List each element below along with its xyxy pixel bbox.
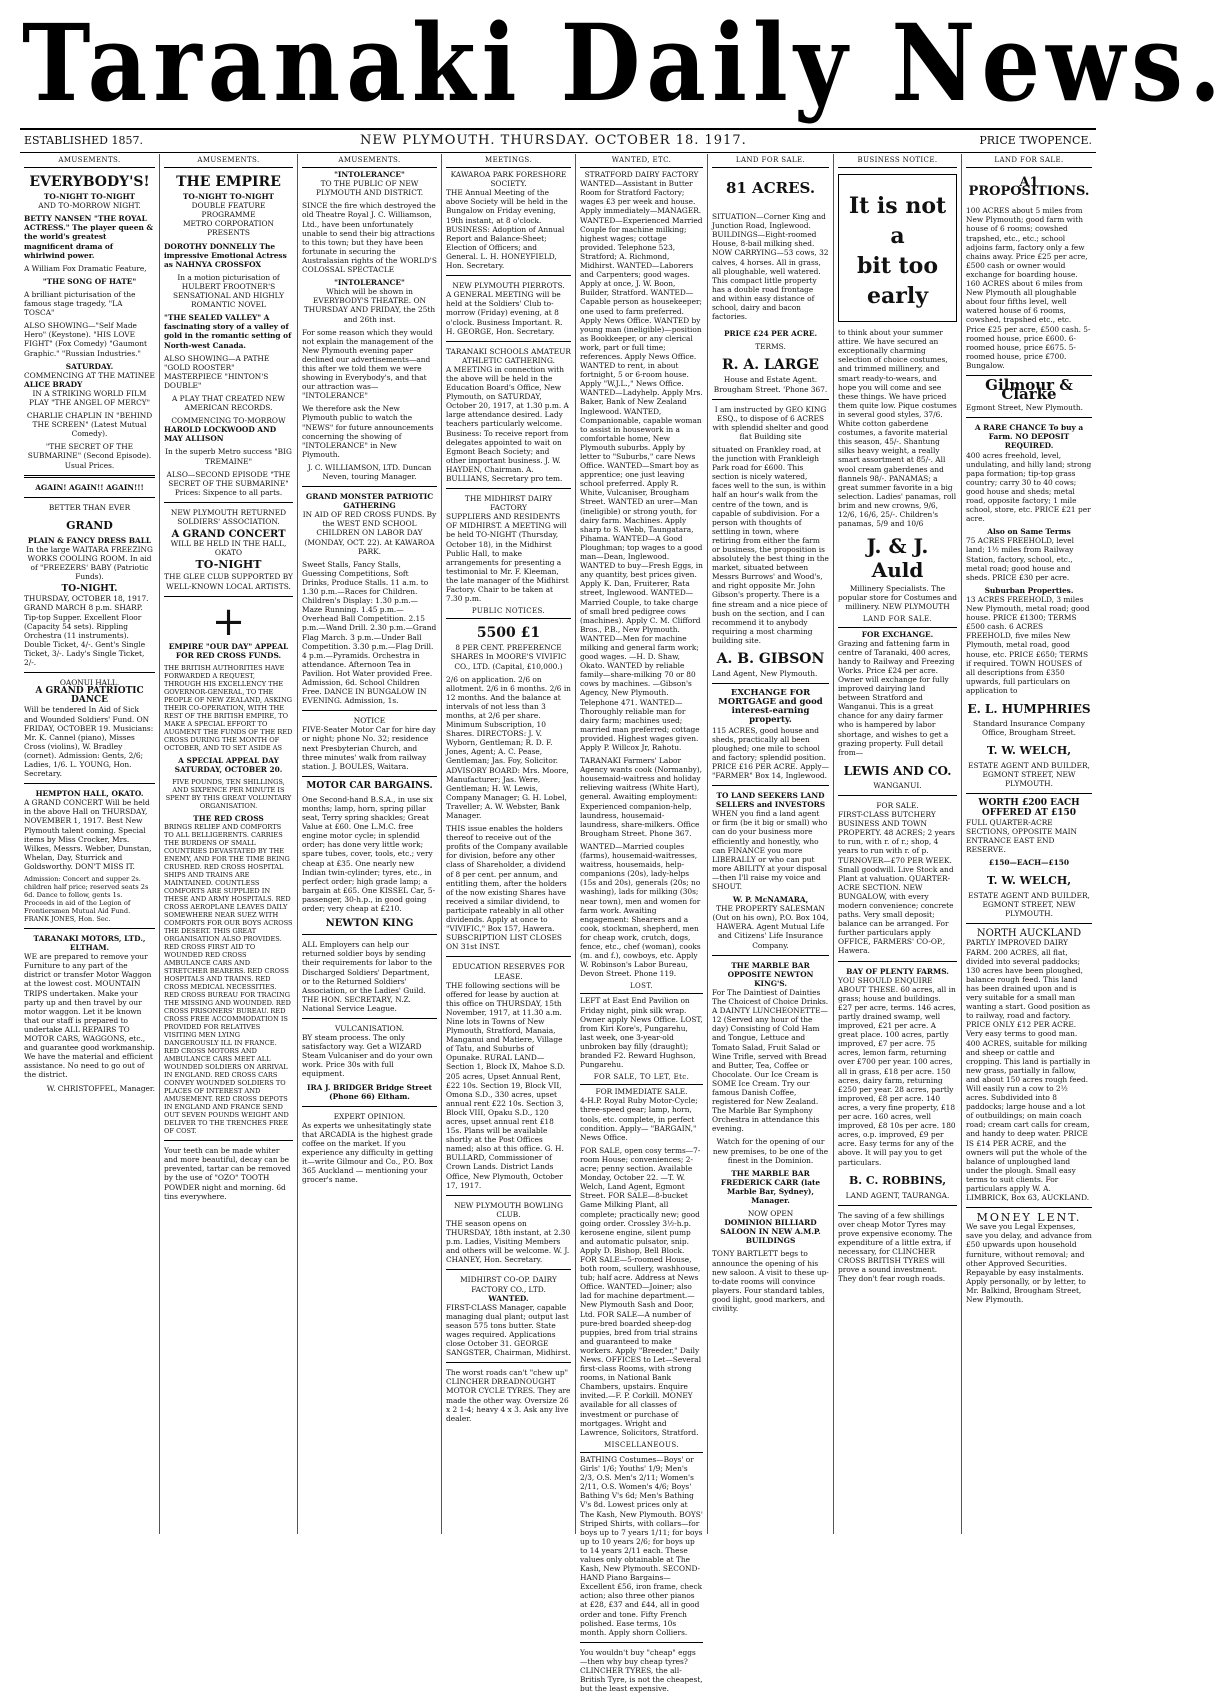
vulcanisation-heading: VULCANISATION. xyxy=(334,1023,405,1033)
stratford-heading: STRATFORD DAIRY FACTORY xyxy=(584,170,699,180)
ball-heading: PLAIN & FANCY DRESS BALL xyxy=(27,535,152,545)
gilmour-text: Egmont Street, New Plymouth. xyxy=(966,403,1083,413)
tyres-ad: The saving of a few shillings over cheap Motor Tyres may prove expensive economy. The expenditure of a little extra, if necessary, for CLINCHER CROSS BRITISH TYRES will prove a sound investment. They don't fear rough roads. xyxy=(838,1210,953,1284)
bowling-heading: NEW PLYMOUTH BOWLING CLUB. xyxy=(453,1200,564,1219)
worth-200: WORTH £200 EACH OFFERED AT £150 xyxy=(978,798,1080,818)
second-episode: ALSO—SECOND EPISODE "THE SECRET OF THE SUBMARINE" Prices: Sixpence to all parts. xyxy=(166,469,291,497)
money-text: We save you Legal Expenses, save you delay, and advance from £50 upwards upon household furniture, without removal; and other Approved Securities. Repayable by easy instalments. Apply personally, or by letter, to Mr. Balkind, Brougham Street, New Plymouth. xyxy=(966,1222,1092,1305)
motion-text: In a motion picturisation of HULBERT FROOTNER'S SENSATIONAL AND HIGHLY ROMANTIC NOVEL xyxy=(173,272,284,310)
bowling-text: THE season opens on THURSDAY, 18th instant, at 2.30 p.m. Ladies, Visiting Members and others will be welcome. W. J. CHANEY, Hon. Secretary. xyxy=(446,1218,571,1265)
our-day-appeal: EMPIRE "OUR DAY" APPEAL FOR RED CROSS FUNDS. xyxy=(168,641,289,660)
tomorrow-text: AND TO-MORROW NIGHT. xyxy=(38,201,141,211)
expert-text: As experts we unhesitatingly state that ARCADIA is the highest grade coffee on the market. If you experience any difficulty in getting it—write Gilmour and Co., P.O. Box 365 Auckland — mentioning your grocer's name. xyxy=(302,1120,434,1185)
patriotic-dance: A GRAND PATRIOTIC DANCE xyxy=(35,686,144,706)
notice-heading: NOTICE xyxy=(353,716,386,726)
wanted-text: FIRST-CLASS Manager, capable managing dual plant; output last season 575 tons butter. State wages required. Applications close October 31. GEORGE SANGSTER, Chairman, Midhirst. xyxy=(446,1302,571,1358)
section-heading: LAND FOR SALE. xyxy=(966,156,1092,168)
fox-feature: A William Fox Dramatic Feature, xyxy=(24,263,147,273)
schools-text: A MEETING in connection with the above will be held in the Education Board's Office, New Plymouth, on SATURDAY, October 20, 1917, at 1.30 p.m. A large attendance desired. Lady teachers particularly welcome. Business: To receive report from delegates appointed to wait on Egmont Beach Society; and other important business. J. W. HAYDEN, Chairman. A. BULLIANS, Secretary pro tem. xyxy=(446,364,569,483)
glee-club: THE GLEE CLUB SUPPORTED BY WELL-KNOWN LOCAL ARTISTS. xyxy=(164,572,293,591)
midhirst-text: SUPPLIERS AND RESIDENTS OF MIDHIRST. A MEETING will be held TO-NIGHT (Thursday, October 18), in the Midhirst Public Hall, to make arrangements for presenting a testimonial to Mr. F. Kleeman, the late manager of the Midhirst Factory. Chair to be taken at 7.30 p.m. xyxy=(446,512,569,604)
submarine-ad: "THE SECRET OF THE SUBMARINE" (Second Episode). Usual Prices. xyxy=(27,442,152,470)
rsa-heading: NEW PLYMOUTH RETURNED SOLDIERS' ASSOCIATION. xyxy=(170,507,287,526)
same-terms: Also on Same Terms xyxy=(987,527,1071,537)
watch-text: Watch for the opening of our new premises, to be one of the finest in the Dominion. xyxy=(712,1137,829,1165)
land-for-sale-heading: LAND FOR SALE. xyxy=(838,615,957,627)
column-3 xyxy=(298,154,442,1534)
double-feature: DOUBLE FEATURE PROGRAMME xyxy=(191,201,266,220)
section-heading: WANTED, ETC. xyxy=(580,156,703,168)
column-1 xyxy=(20,154,160,1534)
empire-heading: THE EMPIRE xyxy=(176,174,281,191)
large-text: House and Estate Agent. Brougham Street. 'Phone 367. xyxy=(713,375,828,394)
terms-text: TERMS. xyxy=(755,342,786,352)
play-text: A PLAY THAT CREATED NEW AMERICAN RECORDS. xyxy=(171,393,286,413)
intolerance-heading: "INTOLERANCE" xyxy=(334,170,405,180)
pierrots-heading: NEW PLYMOUTH PIERROTS. xyxy=(452,281,565,291)
grand-concert: A GRAND CONCERT xyxy=(171,529,286,541)
established-text: ESTABLISHED 1857. xyxy=(24,134,143,147)
bargains-text: One Second-hand B.S.A., in use six months; lamp, horn, spring pillar seat, Terry spring shackles; Great Value at £60. One L.M.C. free engine motor cycle; in splendid order; has done very little work; spare tubes, cover, tools, etc.; very cheap at £35. One nearly new Indian twin-cylinder; tyres, etc., in perfect order; high grade lamp; a bargain at £65. One KISSEL Car, 5-passenger, 30-h.p., in good going order; very cheap at £210. xyxy=(302,794,436,914)
dance-details: Will be tendered In Aid of Sick and Wounded Soldiers' Fund. ON FRIDAY, OCTOBER 19. Musicians: Mr. K. Cannel (piano), Misses Cross (violins), W. Bradley (cornet). Admission: Gents, 2/6; Ladies, 1/6. L. YOUNG, Hon. Secretary. xyxy=(24,705,154,779)
sealed-valley: "THE SEALED VALLEY" A fascinating story of a valley of gold in the romantic setting of North-west Canada. xyxy=(164,313,292,350)
bc-robbins: B. C. ROBBINS, xyxy=(848,1173,947,1187)
a1-propositions: A1 PROPOSITIONS. xyxy=(968,175,1090,200)
betty-nansen-ad: BETTY NANSEN "THE ROYAL ACTRESS." The player queen & the world's greatest magnificent drama of whirlwind power. xyxy=(24,214,154,260)
section-heading: MEETINGS. xyxy=(446,156,571,168)
waitara-text: In the large WAITARA FREEZING WORKS COOLING ROOM. In aid of "FREEZERS' BABY (Patriotic Funds). xyxy=(26,544,153,582)
shares-text: 2/6 on application. 2/6 on allotment. 2/6 in 6 months. 2/6 in 12 months. And the balance at intervals of not less than 3 months, at 2/6 per share. Minimum Subscription, 10 Shares. DIRECTORS: J. V. Wyborn, Gentleman; R. D. F. Jones, Agent; A. C. Pease, Gentleman; Jas. Foy, Solicitor. ADVISORY BOARD: Mrs. Moore, Manufacturer; Jas. Were, Gentleman; H. W. Lewis, Company Manager; G. H. Lobel, Traveller; A. W. Webster, Bank Manager. xyxy=(446,674,571,820)
marble-bar: THE MARBLE BAR OPPOSITE NEWTON KING'S. xyxy=(727,960,814,988)
mcnamara-text: THE PROPERTY SALESMAN (Out on his own), P.O. Box 104, HAWERA. Agent Mutual Life and Citizens' Life Insurance Company. xyxy=(712,904,829,950)
midhirst-coop: MIDHIRST CO-OP. DAIRY FACTORY CO., LTD. xyxy=(460,1275,557,1294)
worth-text: FULL QUARTER-ACRE SECTIONS, OPPOSITE MAIN ENTRANCE EAST END RESERVE. xyxy=(966,817,1077,854)
education-text: THE following sections will be offered for lease by auction at this office on THURSDAY, 15th November, 1917, at 11.30 a.m. Nine lots in Towns of New Plymouth, Stratford, Manaia, Manganui and Matiere, Village of Tatu, and Suburbs of Opunake. RURAL LAND—Section 1, Block IX, Mahoe S.D. 205 acres, Upset Annual Rent, £22 10s. Section 19, Block VII, Omona S.D., 330 acres, upset annual rent £22 10s. Section 3, Block VIII, Opaku S.D., 120 acres, upset annual rent £18 15s. Plans will be available shortly at the Post Offices named; also at this office. G. H. BULLARD, Commissioner of Crown Lands. District Lands Office, New Plymouth, October 17, 1917. xyxy=(446,980,566,1190)
vulcanisation-text: BY steam process. The only satisfactory way. Get a WIZARD Steam Vulcaniser and do your own work. Price 30s with full equipment. xyxy=(302,1033,433,1079)
ra-large: R. A. LARGE xyxy=(722,357,819,374)
metro-presents: METRO CORPORATION PRESENTS xyxy=(182,219,275,238)
held-text: WILL BE HELD IN THE HALL, OKATO xyxy=(170,539,287,558)
section-heading: AMUSEMENTS. xyxy=(302,156,437,168)
five-pounds-text: FIVE POUNDS, TEN SHILLINGS, AND SIXPENCE PER MINUTE IS SPENT BY THIS GREAT VOLUNTARY ORGANISATION. xyxy=(165,778,292,811)
williamson-signature: J. C. WILLIAMSON, LTD. Duncan Neven, touring Manager. xyxy=(307,462,432,481)
since-text: SINCE the fire which destroyed the old Theatre Royal J. C. Williamson, Ltd., have been unfortunately unable to send their big attractions to this town; but they have been fortunate in securing the Australasian rights of the WORLD'S COLOSSAL SPECTACLE xyxy=(302,201,437,275)
humphries-text: Standard Insurance Company Office, Brougham Street. xyxy=(973,718,1085,738)
public-heading: TO THE PUBLIC OF NEW PLYMOUTH AND DISTRICT. xyxy=(315,179,424,198)
education-heading: EDUCATION RESERVES FOR LEASE. xyxy=(452,962,565,981)
also-showing: ALSO SHOWING—A PATHE "GOLD ROOSTER" MASTERPIECE "HINTON'S DOUBLE" xyxy=(164,353,270,390)
ozo-tooth-powder: Your teeth can be made whiter and more beautiful, decay can be prevented, tartar can be removed by the use of "OZO" TOOTH POWDER night and morning. 6d tins everywhere. xyxy=(164,1146,291,1201)
marble-bar-2: THE MARBLE BAR FREDERICK CARR (late Marble Bar, Sydney), Manager. xyxy=(720,1168,821,1205)
exchange-text: 115 ACRES, good house and sheds, practically all been ploughed; one mile to school and factory; splendid position. PRICE £16 PER ACRE. Apply— "FARMER" Box 14, Inglewood. xyxy=(712,725,829,780)
british-request: THE BRITISH AUTHORITIES HAVE FORWARDED A REQUEST, THROUGH HIS EXCELLENCY THE GOVERNOR-GENERAL, TO THE PEOPLE OF NEW ZEALAND, ASKING THEIR CO-OPERATION, WITH THE REST OF THE BRITISH EMPIRE, TO MAKE A SPECIAL EFFORT TO AUGMENT THE FUNDS OF THE RED CROSS DURING THE MONTH OF OCTOBER, AND TO SET ASIDE AS xyxy=(164,663,293,752)
column-7 xyxy=(834,154,962,1534)
tonight-text: TO-NIGHT TO-NIGHT xyxy=(43,192,136,202)
suburban-heading: Suburban Properties. xyxy=(984,585,1074,595)
commencing-tomorrow: COMMENCING TO-MORROW xyxy=(171,416,286,426)
sale-ads: FOR SALE, open cosy terms—7-room House; conveniences; 2-acre; penny section. Available Monday, October 22. —T. W. Welch, Land Agent, Egmont Street. FOR SALE—8-bucket Game Milking Plant, all complete; practically new; good going order. Crossley 3½-h.p. kerosene engine, silent pump and automatic pulsator, snip. Apply D. Bishop, Bell Block. FOR SALE—5-roomed House, both room, scullery, washhouse, tub; half acre. Address at News Office. WANTED—Joiner; also lad for machine department.—New Plymouth Sash and Door, Ltd. FOR SALE—A number of pure-bred boarded sheep-dog puppies, bred from trial strains and guaranteed to make workers. Apply "Breeder," Daily News. OFFICES to Let—Several first-class Rooms, with strong rooms, in National Bank Chambers, upstairs. Enquire invited.—F. P. Corkill. MONEY available for all classes of investment or purchase of mortgages. Wright and Lawrence, Solicitors, Stratford. xyxy=(580,1145,702,1437)
tw-welch: T. W. WELCH, xyxy=(986,744,1072,758)
dorothy-donnelly: DOROTHY DONNELLY The impressive Emotional Actress as NAHNYA CROSSFOX xyxy=(164,241,287,269)
king-text: situated on Frankley road, at the junction with Frankleigh Park road for £600. This section is nicely watered, faces well to the sun, is within half an hour's walk from the centre of the town, and is capable of subdivision. For a person with thoughts of settling in town, where retiring from either the farm or business, the proposition is absolutely the best thing in the market, situated between Messrs Burrows' and Wood's, and right opposite Mr. John Gibson's property. There is a fine stream and a nice piece of bush on the section, and I can recommend it to anybody requiring a most charming building site. xyxy=(712,444,829,645)
land-seekers: TO LAND SEEKERS LAND SELLERS and INVESTORS xyxy=(715,791,826,810)
five-seater-ad: FIVE-Seater Motor Car for hire day or night; phone No. 32; residence next Presbyterian Church, and three minutes' walk from railway station. J. BOULES, Waitara. xyxy=(302,725,436,771)
angel-of-mercy: IN A STRIKING WORLD FILM PLAY "THE ANGEL OF MERCY" xyxy=(28,388,151,407)
big-tremaine: In the superb Metro success "BIG TREMAINE" xyxy=(165,447,292,466)
kawaroa-text: THE Annual Meeting of the above Society will be held in the Bungalow on Friday evening, 19th instant, at 8 o'clock. BUSINESS: Adoption of Annual Report and Balance-Sheet; Election of Officers; and General. L. H. HONEYFIELD, Hon. Secretary. xyxy=(446,188,568,271)
bay-of-plenty: BAY OF PLENTY FARMS. xyxy=(846,966,949,976)
public-notices-heading: PUBLIC NOTICES. xyxy=(446,607,571,619)
tonight-heading: TO-NIGHT xyxy=(195,558,262,572)
column-8 xyxy=(962,154,1096,1534)
for-sale-heading: FOR SALE, TO LET, Etc. xyxy=(580,1073,703,1085)
schools-heading: TARANAKI SCHOOLS AMATEUR ATHLETIC GATHERING. xyxy=(446,346,571,365)
immediate-text: 4-H.P. Royal Ruby Motor-Cycle; three-speed gear; lamp, horn, tools, etc. complete, in perfect condition. Apply— "BARGAIN," News Office. xyxy=(580,1096,698,1142)
wanted-heading: WANTED. xyxy=(488,1293,529,1303)
butchery-text: FIRST-CLASS BUTCHERY BUSINESS AND TOWN PROPERTY. 48 ACRES; 2 years to run, with r. of r.; shop, 4 years to run with r. of p. TURNOVER—£70 PER WEEK. Small goodwill. Live Stock and Plant at valuation. QUARTER-ACRE SECTION. NEW BUNGALOW, with every modern convenience; concrete paths. Very small deposit; balance can be arranged. For further particulars apply OFFICE, FARMERS' CO-OP., Hawera. xyxy=(838,810,955,956)
geo-king: I am instructed by GEO KING ESQ., to dispose of 6 ACRES with splendid shelter and good flat Building site xyxy=(712,404,829,441)
lost-heading: LOST. xyxy=(580,982,703,994)
for-exchange: FOR EXCHANGE. xyxy=(861,629,934,639)
gathering-programme: Sweet Stalls, Fancy Stalls, Guessing Competitions, Soft Drinks, Produce Stalls. 11 a.m. to 1.30 p.m.—Races for Children. Children's Display: 1.30 p.m.—Maze Running. 1.45 p.m.—Overhead Ball Competition. 2.15 p.m.—Wand Drill. 2.30 p.m.—Grand Flag March. 3 p.m.—Under Ball Competition. 3.30 p.m.—Flag Drill. 4 p.m.—Pyramids. Orchestra in attendance. Afternoon Tea in Pavilion. Hot Water provided Free. Admission, 6d. School Children Free. DANCE IN BUNGALOW IN EVENING. Admission, 1s. xyxy=(302,559,437,706)
misc-heading: MISCELLANEOUS. xyxy=(580,1441,703,1453)
lewis-and-co: LEWIS AND CO. xyxy=(843,763,952,778)
ab-gibson: A. B. GIBSON xyxy=(716,651,825,668)
price-text: PRICE TWOPENCE. xyxy=(979,134,1092,147)
dateline xyxy=(20,128,1096,153)
place-date: NEW PLYMOUTH. THURSDAY. OCTOBER 18. 1917. xyxy=(360,133,747,148)
red-cross-text: BRINGS RELIEF AND COMFORTS TO ALL BELLIGERENTS. CARRIES THE BURDENS OF SMALL COUNTRIES DEVASTATED BY THE ENEMY, AND FOR THE TIME BEING CRUSHED. RED CROSS HOSPITAL SHIPS AND TRAINS ARE MAINTAINED. COUNTLESS COMFORTS ARE SUPPLIED IN THESE AND ARMY HOSPITALS. RED CROSS AEROPLANE LEAVES DAILY SOMEWHERE NEAR SUEZ WITH COMFORTS FOR OUR BOYS ACROSS THE DESERT. THIS GREAT ORGANISATION ALSO PROVIDES. RED CROSS FIRST AID TO WOUNDED RED CROSS AMBULANCE CARS AND STRETCHER BEARERS. RED CROSS HOSPITALS AND TRAINS. RED CROSS MEDICAL NECESSITIES. RED CROSS BUREAU FOR TRACING THE MISSING AND WOUNDED. RED CROSS PRISONERS' BUREAU. RED CROSS FREE ACCOMMODATION IS PROVIDED FOR RELATIVES VISITING MEN LYING DANGEROUSLY ILL IN FRANCE. RED CROSS MOTORS AND AMBULANCE CARS MEET ALL WOUNDED SOLDIERS ON ARRIVAL IN ENGLAND. RED CROSS CARS CONVEY WOUNDED SOLDIERS TO PLACES OF INTEREST AND AMUSEMENT. RED CROSS DEPOTS IN ENGLAND AND FRANCE SEND OUT SEVEN POUNDS WEIGHT AND DELIVER TO THE TRENCHES FREE OF COST. xyxy=(164,823,293,1136)
shares-headline: 5500 £1 xyxy=(476,625,541,642)
column-2 xyxy=(160,154,298,1534)
gathering-aid: IN AID OF RED CROSS FUNDS. By the WEST END SCHOOL CHILDREN ON LABOR DAY (MONDAY, OCT. 22). At KAWAROA PARK. xyxy=(302,510,437,556)
hempton-hall: HEMPTON HALL, OKATO. xyxy=(35,789,144,799)
married-couples: WANTED—Married couples (farms), housemaid-waitresses, waitress, housemaids, help-companions (20s), lady-helps (15s and 20s), generals (20s; no washing), lads for milking (30s; near town), men and women for farm work. Awaiting engagement: Shearers and a cook, stockman, shepherd, men for cheap work, crutch, dogs, fence, etc., chef (woman), cooks (m. and f.), cowboys, etc. Apply W. Robinson's Labor Bureau, Devon Street. Phone 119. xyxy=(580,841,701,979)
section-heading: AMUSEMENTS. xyxy=(164,156,293,168)
masthead xyxy=(0,0,1227,126)
concert-admission: Admission: Concert and supper 2s. children half price; reserved seats 2s 6d. Dance to follow, gents 1s. Proceeds in aid of the Legion of Frontiersmen Mutual Aid Fund. FRANK JONES, Hon. Sec. xyxy=(24,875,149,923)
newspaper-title: Taranaki Daily News. xyxy=(22,0,1227,126)
acres-81-heading: 81 ACRES. xyxy=(725,179,816,198)
each-150: £150—EACH—£150 xyxy=(988,858,1070,867)
tony-bartlett: TONY BARTLETT begs to announce the opening of his new saloon. A visit to these up-to-date rooms will convince players. Four standard tables, good light, good markers, and civility. xyxy=(712,1249,829,1314)
expert-heading: EXPERT OPINION. xyxy=(333,1111,406,1121)
taranaki-motors: TARANAKI MOTORS, LTD., ELTHAM. xyxy=(33,934,146,953)
for-sale: FOR SALE. xyxy=(876,800,919,810)
not-too-early-2: bit too early xyxy=(856,253,939,310)
section-heading: AMUSEMENTS. xyxy=(24,156,155,168)
intolerance-heading-2: "INTOLERANCE" xyxy=(334,278,405,288)
motors-signature: W. CHRISTOFFEL, Manager. xyxy=(46,1083,155,1093)
mcnamara: W. P. McNAMARA, xyxy=(732,895,809,905)
labor-agency: TARANAKI Farmers' Labor Agency wants cook (Normanby), housemaid-waitress and holiday relieving waitress (White Hart), general. Awaiting employment: Experienced companion-help, laundress, housemaid-laundress, share-milkers. Office Brougham Street. Phone 367. xyxy=(580,756,702,838)
not-too-early-1: It is not a xyxy=(848,193,947,250)
column-4 xyxy=(442,154,576,1534)
marble-text: For The Daintiest of Dainties The Choicest of Choice Drinks. A DAINTY LUNCHEONETTE—12 (Served any hour of the day) Consisting of Cold Ham and Tongue, Lettuce and Tomato Salad, Fruit Salad or Wine Trifle, served with Bread and Butter, Tea, Coffee or Chocolate. Our Ice Cream is SOME Ice Cream. Try our famous Danish Coffee, registered for New Zealand. The Marble Bar Symphony Orchestra in attendance this evening. xyxy=(712,987,829,1134)
auld-text: Millinery Specialists. The popular store for Costumes and millinery. NEW PLYMOUTH xyxy=(838,584,957,612)
chaplin-ad: CHARLIE CHAPLIN IN "BEHIND THE SCREEN" (Latest Mutual Comedy). xyxy=(26,411,153,439)
lost-text: LEFT at East End Pavilion on Friday night, pink silk wrap. Owner apply News Office. LOST, from Kiri Kore's, Pungarehu, last week, one 3-year-old unbroken bay filly (draught); branded F2. Reward Hughson, Pungarehu. xyxy=(580,996,703,1070)
better-text: BETTER THAN EVER xyxy=(48,502,131,512)
rare-text: 400 acres freehold, level, undulating, and hilly land; strong papa formation; tip-top grass country; carry 30 to 40 cows; good house and sheds; metal road, opposite factory; 1 mile school, store, etc. PRICE £21 per acre. xyxy=(966,450,1092,524)
columns xyxy=(20,154,1096,1693)
wanted-ads: WANTED—Assistant in Butter Room for Stratford Factory; wages £3 per week and house. Apply immediately—MANAGER. WANTED—Experienced Married Couple for machine milking; highest wages; cottage provided. Telephone 523, Stratford; A. Richmond, Midhirst. WANTED—Laborers and Carpenters; good wages. Apply at once, J. W. Boon, Builder, Stratford. WANTED—Capable person as housekeeper; one used to farm preferred. Apply News Office. WANTED by young man (ineligible)—position as Bookkeeper, or any clerical work, part or full time; references. Apply News Office. WANTED to rent, in about fortnight, 5 or 6-room house. Apply "W.J.L.," News Office. WANTED—Ladyhelp. Apply Mrs. Baker, Bank of New Zealand Inglewood. WANTED, Companionable, capable woman to assist in housework in a comfortable home, New Plymouth suburbs. Apply by letter to "Suburbs," care News Office. WANTED—Smart boy as apprentice; one just leaving school preferred. Apply R. White, Vulcaniser, Brougham Street. WANTED an urer—Man (ineligible) or strong youth, for dairy farm. Machines. Apply sharp to S. Webb, Taungatara, Pihama. WANTED—A Good Ploughman; top wages to a good man—Dean, Inglewood. WANTED to buy—Fresh Eggs, in any quantity, best prices given. Apply K. Dan, Fruiterer, Rata street, Inglewood. WANTED—Married Couple, to take charge of small bred pedigree cows (machines). Apply C. M. Clifford Bros., P.B., New Plymouth. WANTED—Men for machine milking and general farm work; good wages. —H. D. Shaw, Okato. WANTED by reliable family—share-milking 70 or 80 cows by machines. —Gibson's Agency, New Plymouth. Telephone 471. WANTED—Thoroughly reliable man for dairy farm; machines used; married man preferred; cottage provided. Highest wages given. Apply P. Willcox Jr, Rahotu. xyxy=(580,179,703,752)
el-humphries: E. L. HUMPHRIES xyxy=(967,701,1091,716)
tonight-text: TO-NIGHT TO-NIGHT xyxy=(182,192,275,202)
kawaroa-heading: KAWAROA PARK FORESHORE SOCIETY. xyxy=(450,170,567,189)
bay-text: YOU SHOULD ENQUIRE ABOUT THESE. 60 acres, all in grass; house and buildings. £27 per acre, terms. 146 acres, partly drained swamp, well improved, £21 per acre. A great place. 100 acres, partly improved, £7 per acre. 75 acres, lemon farm, returning over £700 per year. 100 acres, all in grass, £18 per acre. 150 acres, dairy farm, returning £250 per year. 28 acres, partly improved, £8 per acre. 140 acres, a very fine property, £18 per acre. 160 acres, well improved, £8 10s per acre. 180 acres, o.p. improved, £9 per acre. Easy terms for any of the above. It will pay you to get particulars. xyxy=(838,975,957,1167)
newton-king: NEWTON KING xyxy=(325,918,414,930)
saturday-text: SATURDAY. xyxy=(65,361,114,371)
exchange-heading: EXCHANGE FOR MORTGAGE and good interest-earning property. xyxy=(718,688,823,726)
pierrots-text: A GENERAL MEETING will be held at the Soldiers' Club to-morrow (Friday) evening, at 8 o'clock. Business Important. R. H. GEORGE, Hon. Secretary. xyxy=(446,290,563,336)
grand-heading: GRAND xyxy=(66,518,113,532)
seekers-text: WHEN you find a land agent or firm (be it big or small) who can do your business more efficiently and honestly, who can FINANCE you more LIBERALLY or who can put more ABILITY at your disposal—then I'll raise my voice and SHOUT. xyxy=(712,809,828,891)
gilmour-clarke: Gilmour & Clarke xyxy=(985,375,1073,404)
welch-2-text: ESTATE AGENT AND BUILDER, EGMONT STREET, NEW PLYMOUTH. xyxy=(968,891,1090,919)
special-appeal-day: A SPECIAL APPEAL DAY SATURDAY, OCTOBER 20. xyxy=(174,755,283,774)
tonight-heading: TO-NIGHT. xyxy=(61,584,118,595)
cheap-tyres-ad: You wouldn't buy "cheap" eggs—then why buy cheap tyres? CLINCHER TYRES, the all-British Tyre, is not the cheapest, but the least expensive. xyxy=(580,1647,703,1693)
rare-chance: A RARE CHANCE To buy a Farm. NO DEPOSIT REQUIRED. xyxy=(974,423,1084,451)
issue-text: THIS issue enables the holders thereof to receive out of the profits of the Company available for division, before any other class of Shareholder, a dividend of 8 per cent. per annum, and entitling them, after the holders of the now existing Shares have received a similar dividend, to participate rateably in all other dividends. Apply at once to "VIVIFIC," Box 157, Hawera. SUBSCRIPTION LIST CLOSES ON 31st INST. xyxy=(446,824,568,952)
not-too-early-box xyxy=(838,174,957,322)
misc-text: BATHING Costumes—Boys' or Girls' 1/6; Youths' 1/9; Men's 2/3, O.S. Men's 2/11; Women's 2/11, O.S. Women's 4/6; Boys' Bathing V's 6d; Men's Bathing V's 8d. Lowest prices only at The Kash, New Plymouth. BOYS' Striped Shirts, with collars—for boys up to 7 years 1/11; for boys up to 10 years 2/6; for boys up to 14 years 2/11 each. These values only obtainable at The Kash, New Plymouth. SECOND-HAND Piano Bargains—Excellent £56, iron frame, check action; also three other pianos at £28, £37 and £44, all in good order and tone. Fifty French polished. Ease terms, 10s month. Apply shorn Colliers. xyxy=(580,1454,703,1637)
wanganui: WANGANUI. xyxy=(873,780,922,790)
suburban-text: 13 ACRES FREEHOLD, 3 miles New Plymouth, metal road; good house. PRICE £1300; TERMS £500 cash. 6 ACRES FREEHOLD, five miles New Plymouth, metal road, good house, etc. PRICE £650; TERMS if required. TOWN HOUSES of all descriptions from £350 upwards, full particulars on application to xyxy=(966,594,1090,695)
hempton-concert: A GRAND CONCERT Will be held in the above Hall on THURSDAY, NOVEMBER 1, 1917. Best New Plymouth talent coming. Special items by Miss Crocker, Mrs. Wilkes, Messrs. Webber, Dunstan, Whelan, Day, Sturrick and Goldsworthy. DON'T MISS IT. xyxy=(24,798,152,871)
exchange-text: Grazing and fattening farm in centre of Taranaki, 400 acres, handy to Railway and Freezing Works. Price £24 per acre. Owner will exchange for fully improved dairying land between Stratford and Wanganui. This is a great chance for any dairy farmer who is hampered by labor shortage, and wishes to get a grazing property. Full detail from— xyxy=(838,638,955,757)
reason-text: For some reason which they would not explain the management of the New Plymouth evening paper declined our advertisements—and this after we told them we were showing in Everybody's, and that our attraction was— "INTOLERANCE" xyxy=(302,327,434,401)
immediate-sale: FOR IMMEDIATE SALE. xyxy=(595,1087,688,1097)
monster-gathering: GRAND MONSTER PATRIOTIC GATHERING xyxy=(305,492,434,511)
also-showing: ALSO SHOWING—"Self Made Hero" (Keystone). "HIS LOVE FIGHT" (Fox Comedy) "Gaumont Graphic." "Russian Industries." xyxy=(24,321,147,358)
motors-text: WE are prepared to remove your Furniture to any part of the district or transfer Motor Waggon at the lowest cost. MOUNTAIN TRIPS undertaken. Make your party up and then travel by our motor waggon. Let it be known that our staff is prepared to undertake ALL REPAIRS TO MOTOR CARS, WAGGONS, etc., and guarantee good workmanship. We have the material and efficient assistance. No need to go out of the district. xyxy=(24,952,155,1080)
ira-bridger: IRA J. BRIDGER Bridge Street (Phone 66) Eltham. xyxy=(307,1082,432,1101)
welch-text: ESTATE AGENT AND BUILDER, EGMONT STREET, NEW PLYMOUTH. xyxy=(968,761,1090,789)
harold-lockwood: HAROLD LOCKWOOD AND MAY ALLISON xyxy=(164,425,277,444)
now-open: NOW OPEN xyxy=(747,1209,794,1219)
preference-shares: 8 PER CENT. PREFERENCE SHARES In MOORE'S VIVIFIC CO., LTD. (Capital, £10,000.) xyxy=(450,643,567,671)
oaonui-hall: OAONUI HALL. xyxy=(59,678,120,688)
gibson-text: Land Agent, New Plymouth. xyxy=(712,669,818,679)
ball-details: THURSDAY, OCTOBER 18, 1917. GRAND MARCH 8 p.m. SHARP. Tip-top Supper. Excellent Floor (Capacity 54 sets). Rippling Orchestra (11 instruments). Double Ticket, 4/-. Gent's Single Ticket, 3/-. Lady's Single Ticket, 2/-. xyxy=(24,594,149,668)
everybodys-heading: EVERYBODY'S! xyxy=(29,174,150,191)
north-auckland: NORTH AUCKLAND xyxy=(976,928,1082,940)
tw-welch-2: T. W. WELCH, xyxy=(986,874,1072,888)
section-heading: LAND FOR SALE. xyxy=(712,156,829,168)
summer-text: to think about your summer attire. We have secured an exceptionally charming selection of choice costumes, and trimmed millinery, and smart ready-to-wears, and hope you will come and see these things. We have priced them quite low. Pique costumes in several good styles, 37/6. White cotton gaberdene costumes, a favorite material this season, 45/-. Shantung silks heavy weight, a really smart assortment at 85/-. All wool cream gaberdenes and flannels 98/-. PANAMAS; a great summer favorite in a big selection. Ladies' panamas, roll brim and new crowns, 9/6, 12/6, 16/6, 25/-. Children's panamas, 5/9 and 10/6 xyxy=(838,328,957,529)
ask-text: We therefore ask the New Plymouth public to watch the "NEWS" for future announcements concerning the showing of "INTOLERANCE" in New Plymouth. xyxy=(302,404,434,459)
matinee-text: COMMENCING AT THE MATINEE xyxy=(24,370,155,380)
column-6 xyxy=(708,154,834,1534)
again-heading: AGAIN! AGAIN!! AGAIN!!! xyxy=(35,482,144,492)
column-5 xyxy=(576,154,708,1693)
situation-text: SITUATION—Corner King and Junction Road, Inglewood. BUILDINGS—Eight-roomed House, 8-bail milking shed. NOW CARRYING—53 cows, 32 calves, 4 horses. All in grass, all ploughable, well watered. This compact little property has a double road frontage and within easy distance of school, dairy and bacon factories. xyxy=(712,212,829,322)
same-text: 75 ACRES FREEHOLD, level land; 1½ miles from Railway Station, factory, school, etc., metal road; good house and sheds. PRICE £30 per acre. xyxy=(966,536,1075,582)
robbins-text: LAND AGENT, TAURANGA. xyxy=(845,1190,950,1200)
song-of-hate: "THE SONG OF HATE" xyxy=(42,276,137,286)
motor-car-bargains: MOTOR CAR BARGAINS. xyxy=(306,780,433,791)
red-cross-heading: THE RED CROSS xyxy=(193,814,264,824)
alice-brady: ALICE BRADY xyxy=(24,379,83,389)
red-cross-icon: + xyxy=(211,598,246,645)
employers-notice: ALL Employers can help our returned soldier boys by sending their requirements for labor to the Discharged Soldiers' Department, or to the Returned Soldiers' Association, or the Ladies' Guild. THE HON. SECRETARY, N.Z. National Service League. xyxy=(302,940,433,1013)
midhirst-heading: THE MIDHIRST DAIRY FACTORY xyxy=(464,494,553,513)
north-text: PARTLY IMPROVED DAIRY FARM. 200 ACRES, all flat, divided into several paddocks; 130 acres have been ploughed, balance rough feed. This land has been drained upon and is very suitable for a small man wanting a start. Good position as to railway, road and factory. PRICE ONLY £12 PER ACRE. Very easy terms to good man. 400 ACRES, suitable for milking and sheep or cattle and cropping. This land is partially in new grass, partially in fallow, and about 150 acres rough feed. Will easily run a cow to 2½ acres. Subdivided into 8 paddocks; large house and a lot of outbuildings; on main coach road; cream cart calls for cream, and handy to deep water. PRICE IS £14 PER ACRE, and the owners will put the whole of the balance of unploughed land under the plough. Small easy terms to suit clients. For particulars apply W. A. LIMBRICK, Box 63, AUCKLAND. xyxy=(966,938,1091,1203)
a1-text: 100 ACRES about 5 miles from New Plymouth; good farm with house of 6 rooms; cowshed trapshed, etc., etc.; school adjoins farm, factory only a few chains away. Price £25 per acre, £500 cash or owner would exchange for boarding house. 160 ACRES about 6 miles from New Plymouth all ploughable about four fifths level, well watered house of 6 rooms, cowshed, trapshed etc., etc. Price £25 per acre, £500 cash. 5-roomed house, price £600. 6-roomed house, price £675. 5-roomed house, price £700. Bungalow. xyxy=(966,206,1091,370)
la-tosca: A brilliant picturisation of the famous stage tragedy, "LA TOSCA" xyxy=(24,289,136,318)
j-j-auld: J. & J. Auld xyxy=(866,534,929,583)
shown-text: Which will be shown in EVERYBODY'S THEATRE. ON THURSDAY AND FRIDAY, the 25th and 26th inst. xyxy=(303,287,436,324)
dominion-billiard: DOMINION BILLIARD SALOON IN NEW A.M.P. BUILDINGS xyxy=(720,1218,821,1246)
price-24: PRICE £24 PER ACRE. xyxy=(723,329,818,339)
section-heading: BUSINESS NOTICE. xyxy=(838,156,957,168)
money-lent: MONEY LENT. xyxy=(976,1211,1082,1225)
clincher-ad: The worst roads can't "chew up" CLINCHER DREADNOUGHT MOTOR CYCLE TYRES. They are made the other way. Oversize 26 x 2 1-4; heavy 4 x 3. Ask any live dealer. xyxy=(446,1368,571,1423)
